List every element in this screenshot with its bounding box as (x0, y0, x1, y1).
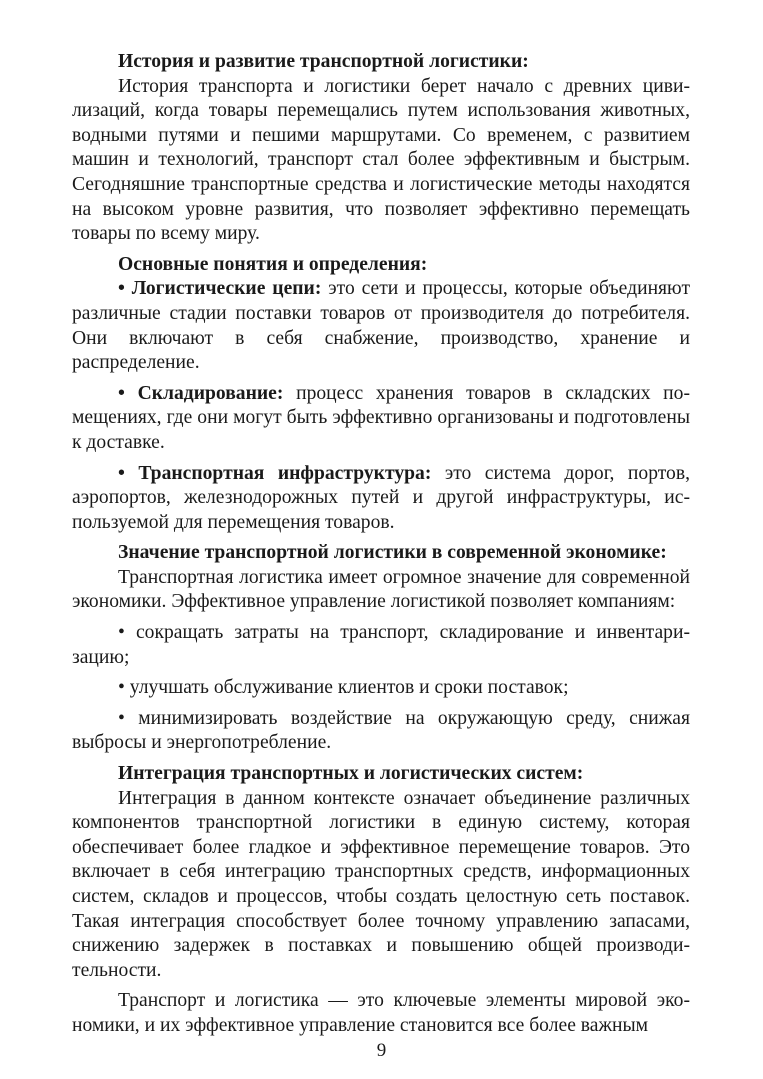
history-paragraph: История транспорта и логистики берет начало с древних цивилизаций, когда товары перемещались путем использования животных, водными путями и пешими маршрутами. Со временем, с развитием машин и технологий, транспорт стал более эффективным и быстрым. Сегодняшние транспортные средства и логистические методы находятся на высоком уровне развития, что позволяет эффективно перемещать товары по всему миру. (72, 75, 690, 245)
list-item (72, 621, 690, 670)
bullet-icon: • (118, 382, 125, 404)
bullet-icon: • (118, 677, 125, 699)
list-item-text: сокращать затраты на транспорт, складирование и инвентаризацию; (72, 622, 690, 668)
page-number: 9 (376, 1040, 387, 1061)
concept-item (72, 462, 690, 536)
section-heading-history: История и развитие транспортной логистики: (118, 51, 529, 72)
closing-paragraph: Транспорт и логистика — это ключевые элементы мировой экономики, и их эффективное управление становится все более важным (72, 990, 690, 1036)
section-integration (72, 762, 690, 1039)
section-concepts (72, 253, 690, 536)
bullet-icon: • (118, 462, 125, 484)
document-page (72, 50, 690, 1045)
significance-paragraph: Транспортная логистика имеет огромное значение для современной экономики. Эффективное управление логистикой позволяет компаниям: (72, 566, 690, 613)
section-heading-significance: Значение транспортной логистики в современной экономике: (118, 542, 667, 564)
list-item (72, 676, 690, 701)
concept-term: Логистические цепи: (131, 278, 322, 300)
section-heading-integration: Интеграция транспортных и логистических систем: (118, 763, 584, 785)
concept-item (72, 382, 690, 456)
concept-item (72, 277, 690, 375)
section-significance (72, 541, 690, 756)
concept-definition: процесс хранения товаров в складских помещениях, где они могут быть эффективно организованы и подготовлены к доставке. (72, 382, 690, 453)
concept-term: Транспортная инфраструктура: (138, 462, 432, 484)
bullet-icon: • (118, 622, 125, 644)
list-item-text: улучшать обслуживание клиентов и сроки поставок; (129, 677, 569, 699)
section-heading-concepts: Основные понятия и определения: (118, 253, 428, 275)
bullet-icon: • (118, 278, 125, 300)
section-history (72, 50, 690, 247)
list-item-text: минимизировать воздействие на окружающую среду, снижая выбросы и энергопотребление. (72, 707, 690, 754)
concept-definition: это система дорог, портов, аэропортов, железнодорожных путей и другой инфраструктуры, используемой для перемещения товаров. (72, 462, 690, 533)
concept-definition: это сети и процессы, которые объединяют различные стадии поставки товаров от производителя до потребителя. Они включают в себя снабжение, производство, хранение и распределение. (72, 278, 691, 374)
integration-paragraph: Интеграция в данном контексте означает объединение различных компонентов транспортной логистики в единую систему, которая обеспечивает более гладкое и эффективное перемещение товаров. Это включает в себя интеграцию транспортных средств, информационных систем, складов и процессов, чтобы создать целостную сеть поставок. Такая интеграция способствует более точному управлению запасами, снижению задержек в поставках и повышению общей производительности. (72, 787, 690, 981)
concept-term: Складирование: (137, 382, 284, 404)
list-item (72, 707, 690, 756)
bullet-icon: • (118, 707, 125, 729)
